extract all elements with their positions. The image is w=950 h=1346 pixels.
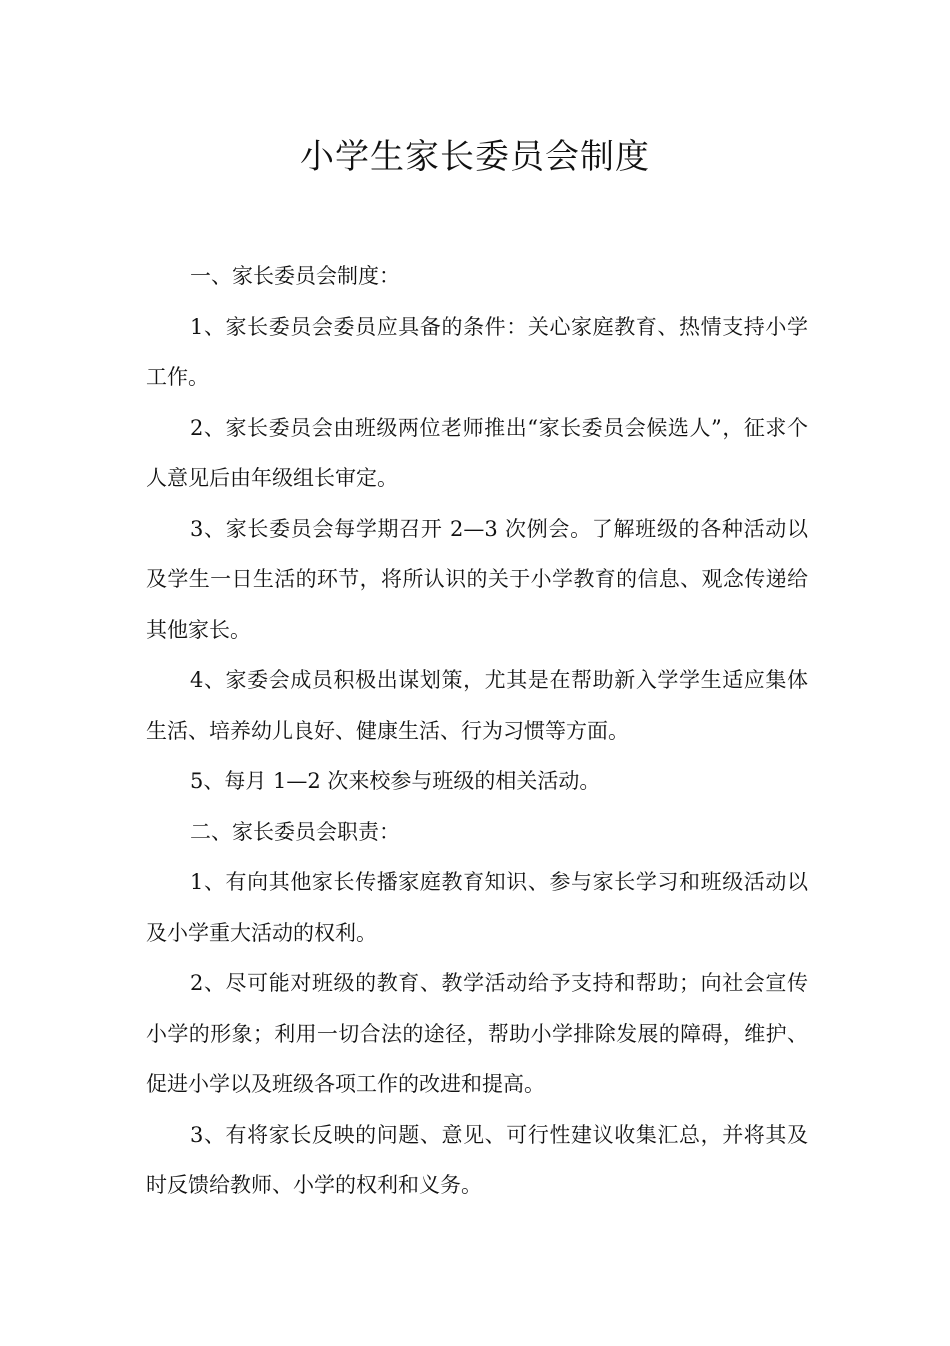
section-2-item-1: 1、有向其他家长传播家庭教育知识、参与家长学习和班级活动以及小学重大活动的权利。: [146, 870, 808, 945]
document-body: [146, 251, 808, 1211]
document-title: 小学生家长委员会制度: [300, 137, 650, 177]
section-1-item-5: 5、每月 1—2 次来校参与班级的相关活动。: [190, 769, 601, 793]
section-1-item-1: 1、家长委员会委员应具备的条件：关心家庭教育、热情支持小学工作。: [146, 314, 808, 389]
section-1-item-2: 2、家长委员会由班级两位老师推出“家长委员会候选人”，征求个人意见后由年级组长审定。: [146, 415, 808, 490]
section-heading-1: 一、家长委员会制度：: [190, 264, 400, 288]
section-2-item-2: 2、尽可能对班级的教育、教学活动给予支持和帮助；向社会宣传小学的形象；利用一切合法的途径，帮助小学排除发展的障碍，维护、促进小学以及班级各项工作的改进和提高。: [146, 971, 808, 1096]
section-1-item-4: 4、家委会成员积极出谋划策，尤其是在帮助新入学学生适应集体生活、培养幼儿良好、健康生活、行为习惯等方面。: [146, 668, 808, 743]
section-1-item-3: 3、家长委员会每学期召开 2—3 次例会。了解班级的各种活动以及学生一日生活的环节，将所认识的关于小学教育的信息、观念传递给其他家长。: [146, 516, 808, 642]
section-2-item-3: 3、有将家长反映的问题、意见、可行性建议收集汇总，并将其及时反馈给教师、小学的权利和义务。: [146, 1122, 808, 1197]
section-heading-2: 二、家长委员会职责：: [190, 819, 400, 844]
